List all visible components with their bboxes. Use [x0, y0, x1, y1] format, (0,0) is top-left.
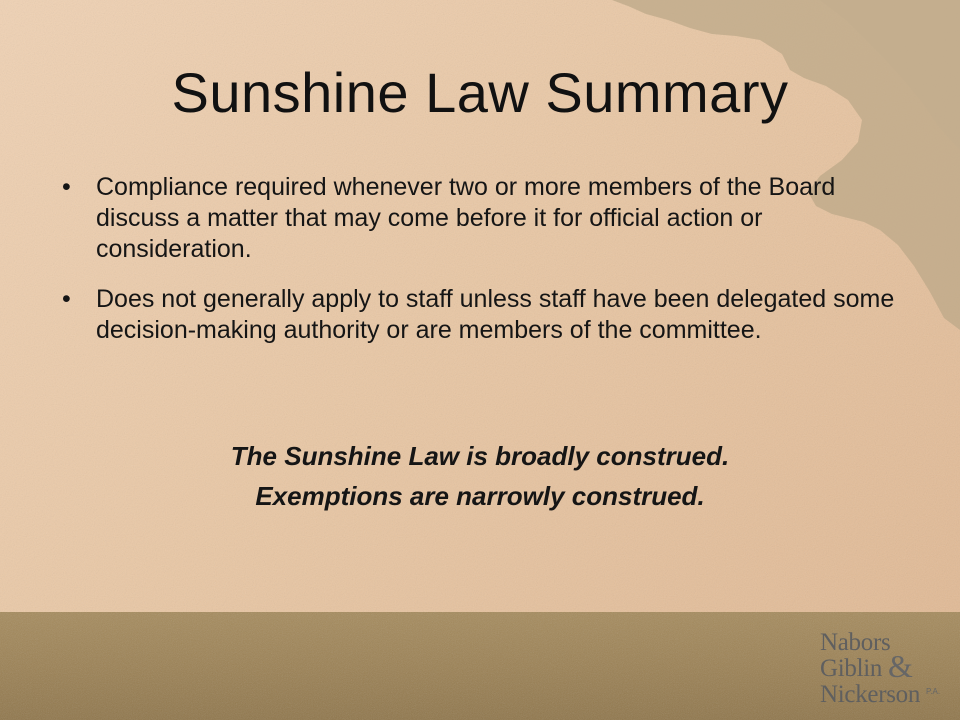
emphasis-block — [0, 436, 960, 516]
logo-ampersand: & — [888, 648, 913, 684]
bullet-item — [62, 284, 912, 346]
emphasis-line-narrowly: Exemptions are narrowly construed. — [255, 481, 705, 511]
bullet-marker: • — [62, 285, 71, 313]
logo-line-giblin: Giblin — [820, 655, 883, 682]
bullet-list — [62, 172, 912, 365]
bullet-marker: • — [62, 173, 71, 201]
firm-logo — [816, 630, 946, 712]
bullet-text: Does not generally apply to staff unless staff have been delegated some decision-making authority or are members of the committee. — [96, 285, 895, 344]
bullet-text: Compliance required whenever two or more members of the Board discuss a matter that may come before it for official action or consideration. — [96, 173, 836, 263]
bullet-item — [62, 172, 912, 265]
logo-line-nickerson: Nickerson — [820, 681, 921, 708]
logo-suffix: P.A. — [926, 687, 941, 696]
logo-line-nabors: Nabors — [820, 629, 891, 656]
emphasis-line-broadly: The Sunshine Law is broadly construed. — [230, 441, 730, 471]
slide-title: Sunshine Law Summary — [171, 61, 789, 124]
